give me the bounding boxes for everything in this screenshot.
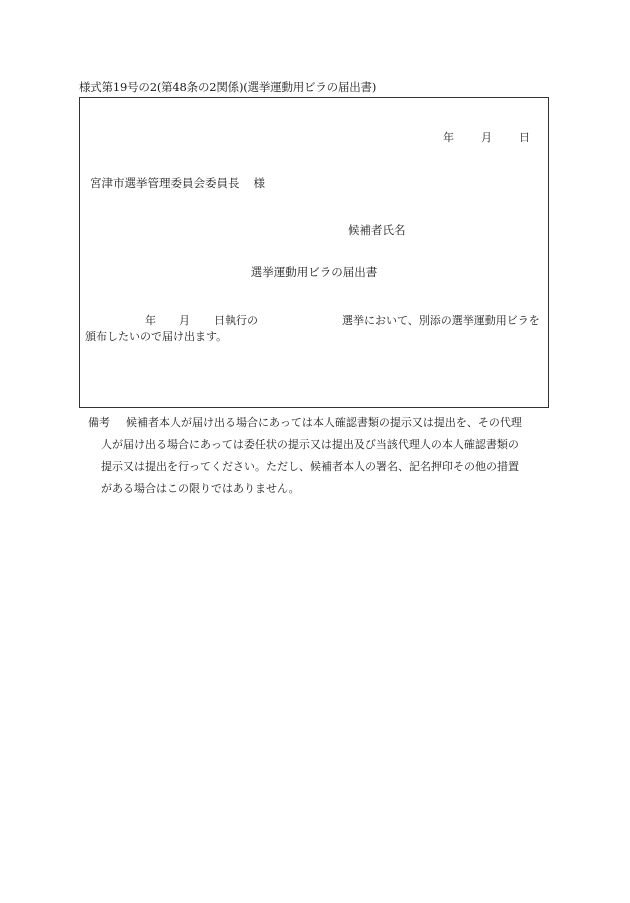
date-year: 年 — [443, 131, 454, 144]
body-line-2: 頒布したいので届け出ます。 — [85, 330, 228, 343]
date-line — [443, 129, 530, 145]
body-election-clause: 選挙において、別添の選挙運動用ビラを — [342, 314, 540, 327]
body-month: 月 — [179, 314, 190, 327]
date-month: 月 — [481, 131, 492, 144]
remarks-text: 候補者本人が届け出る場合にあっては本人確認書類の提示又は提出を、その代理 — [126, 416, 522, 429]
remarks-line: がある場合はこの限りではありません。 — [101, 482, 300, 495]
remarks-line: 人が届け出る場合にあっては委任状の提示又は提出及び当該代理人の本人確認書類の — [101, 438, 519, 451]
remarks — [88, 412, 550, 500]
addressee — [90, 175, 265, 191]
addressee-honorific: 様 — [253, 176, 265, 190]
notification-form — [79, 97, 549, 408]
form-number: 様式第19号の2(第48条の2関係)(選挙運動用ビラの届出書) — [79, 80, 377, 94]
candidate-name-label: 候補者氏名 — [348, 223, 406, 237]
addressee-name: 宮津市選挙管理委員会委員長 — [90, 176, 240, 190]
remarks-line — [88, 412, 550, 434]
body-line-1 — [80, 312, 550, 328]
body-year: 年 — [145, 314, 156, 327]
date-day: 日 — [519, 131, 530, 144]
document-title: 選挙運動用ビラの届出書 — [250, 265, 378, 279]
remarks-line: 提示又は提出を行ってください。ただし、候補者本人の署名、記名押印その他の措置 — [101, 460, 519, 473]
body-day-exec: 日執行の — [214, 314, 258, 327]
remarks-label: 備考 — [88, 416, 110, 429]
